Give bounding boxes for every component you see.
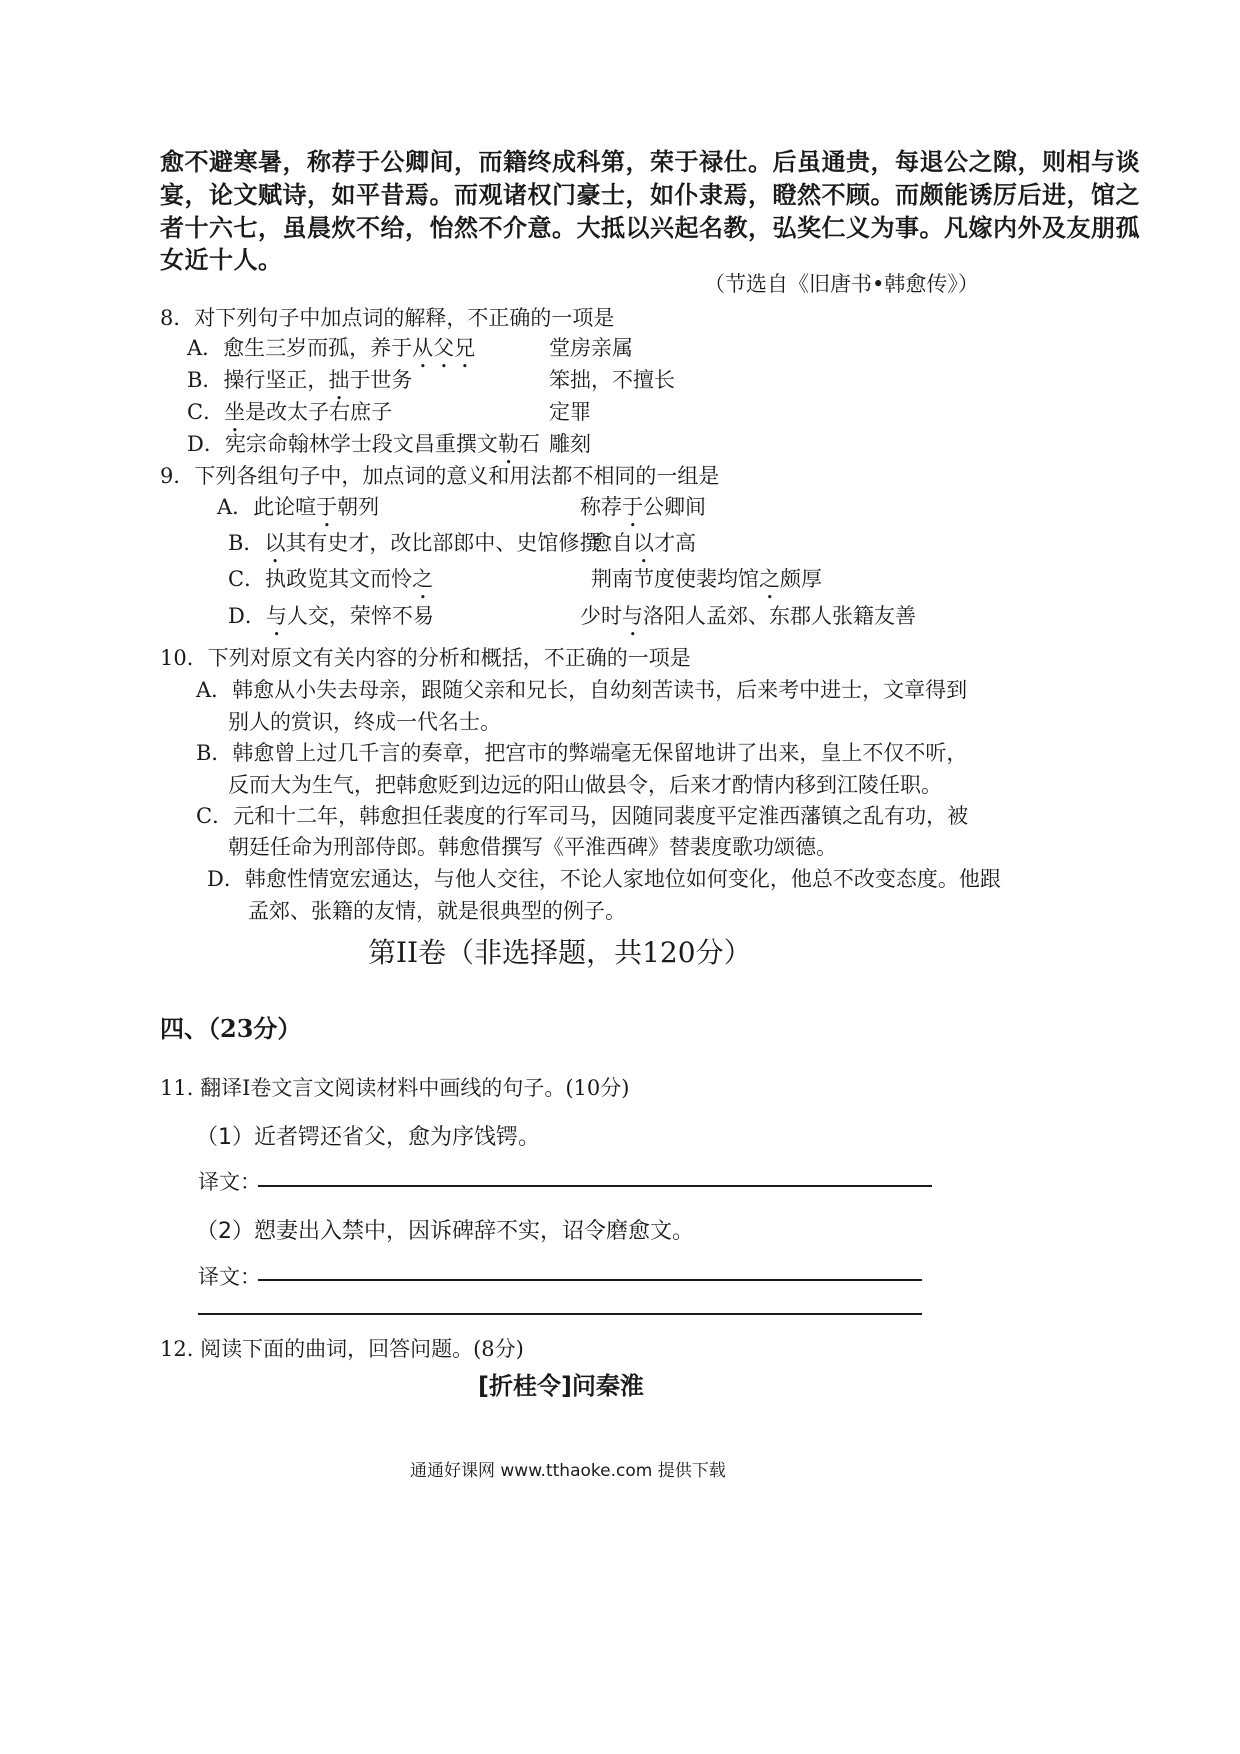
passage-line-1: 愈不避寒暑，称荐于公卿间，而籍终成科第，荣于禄仕。后虽通贵，每退公之隙，则相与谈 xyxy=(160,148,1140,176)
q9-option-a-right: 称荐于公卿间 xyxy=(580,495,706,519)
part2-title: 第II卷（非选择题，共120分） xyxy=(368,936,752,969)
passage-line-2: 宴，论文赋诗，如平昔焉。而观诸权门豪士，如仆隶焉，瞪然不顾。而颇能诱厉后进，馆之 xyxy=(160,181,1140,209)
q9-option-b-left: B．以其有史才，改比部郎中、史馆修撰 xyxy=(228,531,601,555)
q8-option-c-gloss: 定罪 xyxy=(549,400,591,424)
passage-line-3: 者十六七，虽晨炊不给，怡然不介意。大抵以兴起名教，弘奖仁义为事。凡嫁内外及友朋孤 xyxy=(160,214,1140,242)
q11-stem: 11. 翻译I卷文言文阅读材料中画线的句子。(10分) xyxy=(160,1076,630,1100)
q11-translation-label-1: 译文： xyxy=(198,1170,261,1194)
q10-option-b-line-1: B．韩愈曾上过几千言的奏章，把宫市的弊端毫无保留地讲了出来，皇上不仅不听， xyxy=(196,741,968,765)
answer-line-1[interactable] xyxy=(258,1185,932,1187)
q8-option-d-gloss: 雕刻 xyxy=(549,432,591,456)
q10-option-a-line-2: 别人的赏识，终成一代名士。 xyxy=(228,710,501,734)
q8-option-a: A．愈生三岁而孤，养于从父兄 xyxy=(187,336,476,360)
q8-option-b-gloss: 笨拙，不擅长 xyxy=(549,368,675,392)
answer-line-3[interactable] xyxy=(198,1313,922,1315)
q12-poem-title: [折桂令]问秦淮 xyxy=(478,1372,644,1400)
q9-option-d-right: 少时与洛阳人孟郊、东郡人张籍友善 xyxy=(580,604,916,628)
q8-stem: 8．对下列句子中加点词的解释，不正确的一项是 xyxy=(160,306,615,330)
q10-stem: 10．下列对原文有关内容的分析和概括，不正确的一项是 xyxy=(160,646,691,670)
q9-option-a-left: A．此论喧于朝列 xyxy=(217,495,380,519)
q8-option-d: D．宪宗命翰林学士段文昌重撰文勒石 xyxy=(187,432,540,456)
q10-option-c-line-2: 朝廷任命为刑部侍郎。韩愈借撰写《平淮西碑》替裴度歌功颂德。 xyxy=(228,835,837,859)
q11-sentence-2: （2）愬妻出入禁中，因诉碑辞不实，诏令磨愈文。 xyxy=(196,1219,695,1244)
q9-option-c-right: 荆南节度使裴均馆之颇厚 xyxy=(591,567,822,591)
answer-line-2[interactable] xyxy=(258,1279,922,1281)
passage-source: （节选自《旧唐书•韩愈传》） xyxy=(704,272,979,296)
q10-option-d-line-2: 孟郊、张籍的友情，就是很典型的例子。 xyxy=(248,899,626,923)
q12-stem: 12. 阅读下面的曲词，回答问题。(8分) xyxy=(160,1337,524,1361)
q8-option-b: B．操行坚正，拙于世务 xyxy=(187,368,413,392)
q9-stem: 9．下列各组句子中，加点词的意义和用法都不相同的一组是 xyxy=(160,464,720,488)
section-4-heading: 四、（23分） xyxy=(160,1014,302,1043)
q8-option-a-gloss: 堂房亲属 xyxy=(549,336,633,360)
passage-line-4: 女近十人。 xyxy=(160,246,283,274)
q10-option-d-line-1: D．韩愈性情宽宏通达，与他人交往，不论人家地位如何变化，他总不改变态度。他跟 xyxy=(207,867,1001,891)
q9-option-b-right: 愈自以才高 xyxy=(591,531,696,555)
q9-option-c-left: C．执政览其文而怜之 xyxy=(228,567,434,591)
q10-option-a-line-1: A．韩愈从小失去母亲，跟随父亲和兄长，自幼刻苦读书，后来考中进士，文章得到 xyxy=(196,678,968,702)
q11-sentence-1: （1）近者锷还省父，愈为序饯锷。 xyxy=(196,1125,541,1150)
q9-option-d-left: D．与人交，荣悴不易 xyxy=(228,604,434,628)
q8-option-c: C．坐是改太子右庶子 xyxy=(187,400,393,424)
q10-option-b-line-2: 反而大为生气，把韩愈贬到边远的阳山做县令，后来才酌情内移到江陵任职。 xyxy=(228,773,942,797)
q11-translation-label-2: 译文： xyxy=(198,1265,261,1289)
q10-option-c-line-1: C．元和十二年，韩愈担任裴度的行军司马，因随同裴度平定淮西藩镇之乱有功，被 xyxy=(196,804,969,828)
footer-text: 通通好课网 www.tthaoke.com 提供下载 xyxy=(410,1461,726,1481)
